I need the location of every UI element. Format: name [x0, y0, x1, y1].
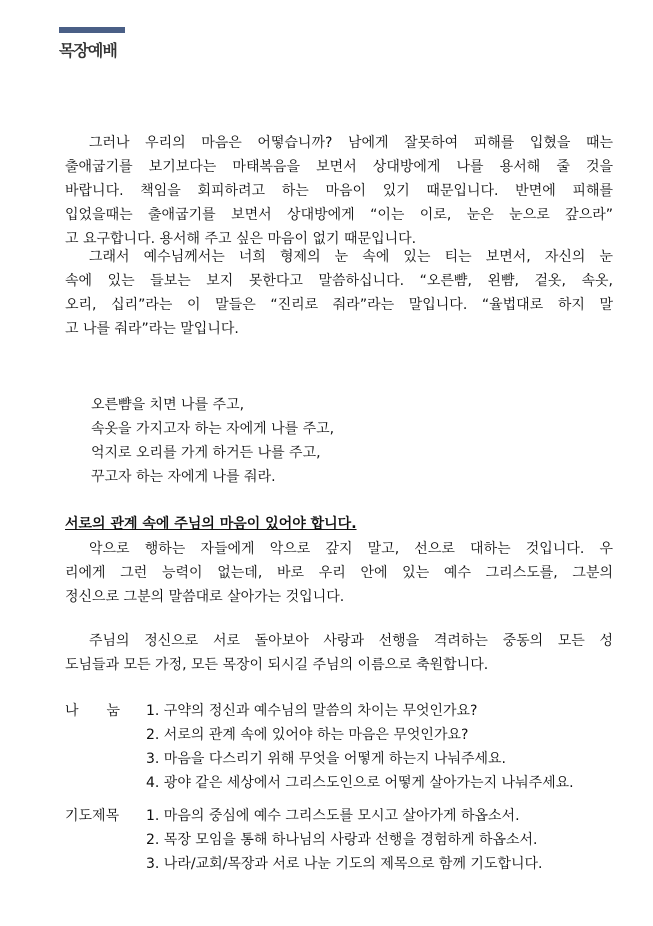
paragraph-4-line: 주님의 정신으로 서로 돌아보아 사랑과 선행을 격려하는 중동의 모든 성: [89, 633, 613, 649]
discussion-question: 4. 광야 같은 세상에서 그리스도인으로 어떻게 살아가는지 나눠주세요.: [146, 775, 574, 791]
discussion-question: 2. 서로의 관계 속에 있어야 하는 마음은 무엇인가요?: [146, 727, 469, 743]
paragraph-1-line: 입었을때는 출애굽기를 보면서 상대방에게 “이는 이로, 눈은 눈으로 갚으라”: [65, 207, 613, 223]
paragraph-2-line: 속에 있는 들보는 보지 못한다고 말씀하십니다. “오른뺨, 왼뺨, 겉옷, 속옷,: [65, 273, 613, 289]
paragraph-3-line: 리에게 그런 능력이 없는데, 바로 우리 안에 있는 예수 그리스도를, 그분의: [65, 565, 613, 581]
prayer-item: 3. 나라/교회/목장과 서로 나눈 기도의 제목으로 함께 기도합니다.: [146, 856, 543, 872]
discussion-question: 3. 마음을 다스리기 위해 무엇을 어떻게 하는지 나눠주세요.: [146, 751, 507, 767]
paragraph-2-line: 오리, 십리”라는 이 말들은 “진리로 줘라”라는 말입니다. “율법대로 하지 말: [65, 297, 613, 313]
paragraph-2-line: 고 나를 줘라”라는 말입니다.: [65, 321, 239, 337]
verse-line: 꾸고자 하는 자에게 나를 줘라.: [91, 469, 276, 485]
paragraph-3-line: 정신으로 그분의 말씀대로 살아가는 것입니다.: [65, 589, 345, 605]
page-title: 목장예배: [59, 41, 117, 60]
paragraph-1-line: 바랍니다. 책임을 회피하려고 하는 마음이 있기 때문입니다. 반면에 피해를: [65, 183, 613, 199]
verse-line: 억지로 오리를 가게 하거든 나를 주고,: [91, 445, 321, 461]
discussion-label-part: 나: [65, 703, 79, 719]
verse-line: 오른뺨을 치면 나를 주고,: [91, 397, 245, 413]
prayer-item: 1. 마음의 중심에 예수 그리스도를 모시고 살아가게 하옵소서.: [146, 808, 520, 824]
paragraph-2: [65, 245, 613, 341]
verse-block: [91, 393, 334, 489]
paragraph-1-line: 고 요구합니다. 용서해 주고 싶은 마음이 없기 때문입니다.: [65, 231, 417, 247]
section-heading: 서로의 관계 속에 주님의 마음이 있어야 합니다.: [65, 516, 357, 532]
paragraph-3-line: 악으로 행하는 자들에게 악으로 갚지 말고, 선으로 대하는 것입니다. 우: [89, 541, 613, 557]
paragraph-4: [65, 629, 613, 677]
prayer-label: 기도제목: [65, 808, 120, 824]
paragraph-4-line: 도님들과 모든 가정, 모든 목장이 되시길 주님의 이름으로 축원합니다.: [65, 657, 489, 673]
paragraph-1-line: 그러나 우리의 마음은 어떻습니까? 남에게 잘못하여 피해를 입혔을 때는: [89, 135, 613, 151]
discussion-label-part: 눔: [106, 703, 121, 719]
prayer-item: 2. 목장 모임을 통해 하나님의 사랑과 선행을 경험하게 하옵소서.: [146, 832, 538, 848]
discussion-label: [65, 699, 120, 723]
paragraph-1-line: 출애굽기를 보기보다는 마태복음을 보면서 상대방에게 나를 용서해 줄 것을: [65, 159, 613, 175]
paragraph-3: [65, 537, 613, 609]
paragraph-2-line: 그래서 예수님께서는 너희 형제의 눈 속에 있는 티는 보면서, 자신의 눈: [89, 249, 613, 265]
paragraph-1: [65, 131, 613, 251]
header-accent-bar: [59, 27, 125, 33]
discussion-question: 1. 구약의 정신과 예수님의 말씀의 차이는 무엇인가요?: [146, 703, 478, 719]
verse-line: 속옷을 가지고자 하는 자에게 나를 주고,: [91, 421, 335, 437]
